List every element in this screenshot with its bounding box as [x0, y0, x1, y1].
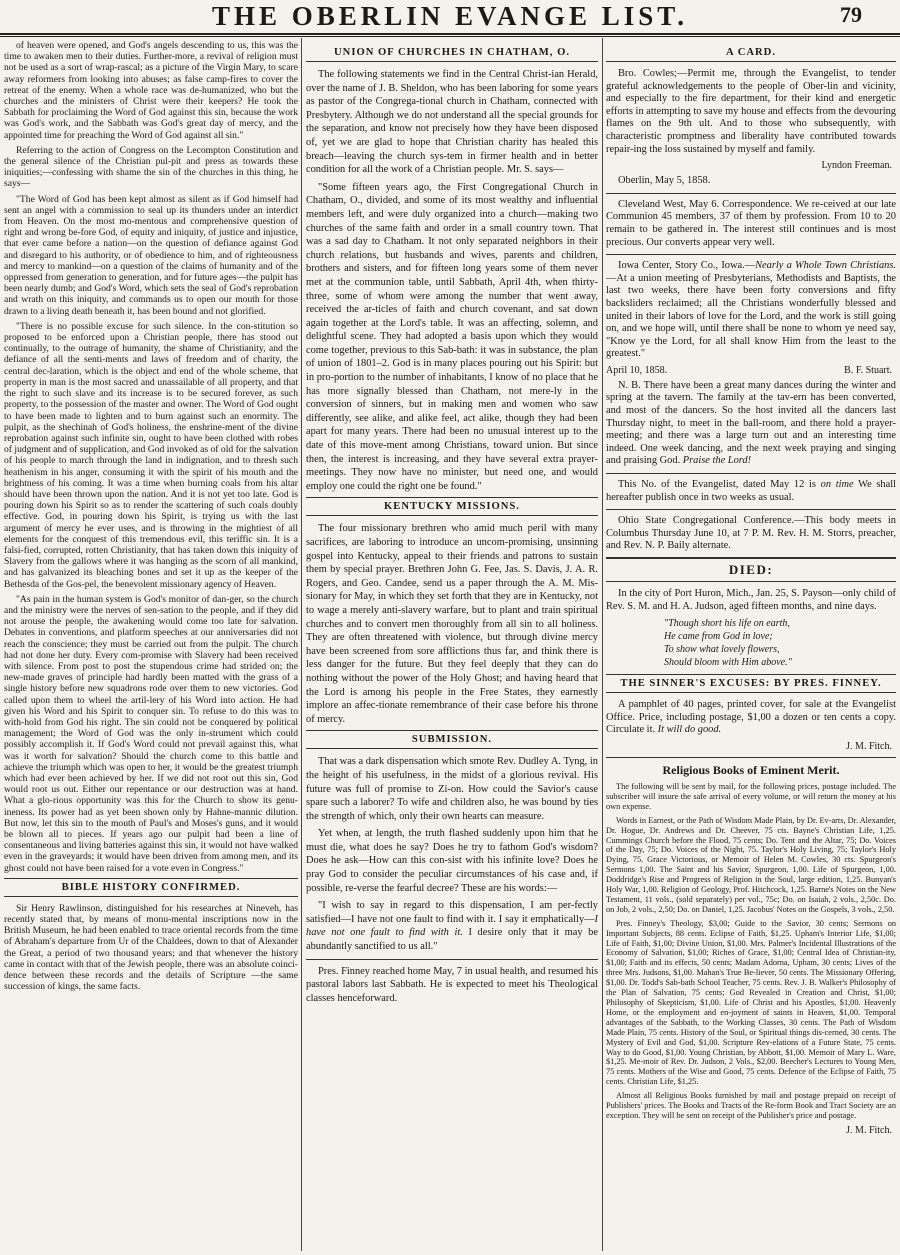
page-number: 79	[840, 2, 862, 27]
article-paragraph: Pres. Finney reached home May, 7 in usual health, and resumed his pastoral labors last Sabbath. He is expected to meet his Theological classes henceforward.	[306, 965, 598, 1004]
text-run: Iowa Center, Story Co., Iowa.—	[618, 260, 756, 272]
article-paragraph: Bro. Cowles;—Permit me, through the Evangelist, to tender grateful acknowledgements to the people of Ober-lin and vicinity, and especially to the fire department, for their kind and energetic efforts in attempting to save my house and effects from the devouring flames on the 9th ult. And to those who subsequently, with characteristic promptness and liberality have contributed towards repair-ing the loss sustained by myself and family.	[606, 68, 896, 155]
advertisement	[606, 699, 896, 737]
divider	[606, 193, 896, 194]
masthead-rule-thin	[0, 36, 900, 37]
divider	[606, 757, 896, 758]
section-heading-died: DIED:	[606, 557, 896, 582]
masthead	[0, 0, 900, 32]
section-heading-a-card: A CARD.	[606, 44, 896, 62]
religious-books-ad	[606, 763, 896, 1136]
column-divider	[602, 38, 603, 1251]
quoted-paragraph	[306, 899, 598, 953]
text-run: N. B. There have been a great many dances during the winter and spring at the tavern. The family at the tav-ern has been converted, and most of the dancers. So the host invited all the dancers last Thursday night, to meet in the ball-room, and there hold a prayer-meeting; and there was a large turn out and an interesting time indeed. One week dancing, and the next week praying and singing and praising God.	[606, 379, 896, 467]
notice	[606, 479, 896, 504]
article-paragraph: Yet when, at length, the truth flashed suddenly upon him that he must die, what does he say? Does he try to fathom God's wisdom? Does he ask—How can this con-sist with his infinite love? Does he pray God to consider the peculiar circumstances of his case and, if possible, re-verse the fearful decree? These are his words:—	[306, 828, 598, 894]
dateline: April 10, 1858.	[606, 364, 668, 376]
signature-line	[606, 365, 892, 376]
article-paragraph: "There is no possible excuse for such silence. In the con-stitution so proposed to be enforced upon a Christian people, there has stood out continually, to the outrage of humanity, the shame of Christianity, and the defiance of all the senti-ments and laws of freedom and of charity, the central dec-laration, which is the object and end of the whole scheme, that property in man is the most sacred and unassailable of all property, and that the right to such slave and its increase is to be secured forever, as such property, to the possession of the master and owner. The Word of God ought to have been made to lighten and to burn against such an enormity. The pulpit, as the shechinah of God's holiness, the enshrine-ment of the divine reprobation against such infinite sin, ought to have been clothed with robes of judgment and of supplication, and God invoked as of old for the salvation of his people to march through the land in indignation, and to thresh such heathenism in his anger, consuming it with the spirit of his mouth and the brightness of his coming. It was a time when burning coals from his altar should have been thrown upon the nation. And it is not yet too late. God is pouring down his Spirit so as to render the scattering of such coals doubly effective. God, in pouring down his Spirit, is trying us with the last argument of mercy he ever uses, and is throwing in the mightiest of all elements for the conquest of this tremendous evil, this teriffic sin. It is a falsi-fied, corrupted, rotten Christianity, that has taken down this iniquity of Slavery from the gallows where it was hanging as the scorn of all mankind, and has galvanized its bleaching bones and set it up as the keeper of the Bethesda of the Gos-pel, the benevolent missionary agency of Heaven.	[4, 320, 298, 590]
poem-line: Should bloom with Him above."	[664, 657, 792, 669]
article-paragraph: Sir Henry Rawlinson, distinguished for his researches at Nineveh, has recently stated that, by means of monu-mental inscriptions now in the British Museum, he had been enabled to trace oriental records from the time of Abraham's departure from Ur of the Chaldees, down to that of Alexander the Great, a period of two thousand years; and that whenever the history came in contact with that of the Jewish people, there was an absolute coinci-dence between these records and the details of Scripture —the same succession of kings, the same facts.	[4, 902, 298, 993]
obituary: In the city of Port Huron, Mich., Jan. 25, S. Payson—only child of Rev. S. M. and H. A. Judson, aged fifteen months, and nine days.	[606, 588, 896, 612]
divider	[606, 509, 896, 510]
quote-text: "I wish to say in regard to this dispensation, I am per-fectly satisfied—I have not one fault to find with it. I say it emphatically—	[306, 900, 598, 925]
dateline: Oberlin, May 5, 1858.	[618, 175, 711, 187]
article-paragraph: Referring to the action of Congress on the Lecompton Constitution and the general silence of the Christian pul-pit and press as towards these iniquities;—confessing with shame the sin of the churches in this thing, he says—	[4, 144, 298, 190]
text-run: This No. of the Evangelist, dated May 12 is	[618, 479, 821, 491]
section-heading-religious-books: Religious Books of Eminent Merit.	[662, 762, 840, 777]
masthead-rule	[0, 33, 900, 35]
section-heading-submission: SUBMISSION.	[306, 730, 598, 749]
article-paragraph	[606, 380, 896, 468]
signature: J. M. Fitch.	[846, 1124, 892, 1136]
emphasis: Praise the Lord!	[682, 455, 752, 467]
article-paragraph: The following statements we find in the Central Christ-ian Herald, over the name of J. B. Sheldon, who has been laboring for some years as pastor of the Congrega-tional church in Chatham, connected with Presbytery. Although we do not understand all the special grounds for the separation, and know not precisely how they have been disposed of, yet we are glad to hope that Christian charity has healed this breach—leaving the church sys-tem in firmer health and in better condition for all the work of a Christian people. Mr. S. says—	[306, 69, 598, 176]
ad-paragraph: Pres. Finney's Theology, $3,00; Guide to the Savior, 30 cents; Sermons on Important Subjects, 88 cents. Eclipse of Faith, $1,25. Upham's Interior Life, $1,00; Life of Faith, $1,00; Divine Union, $1,00. Mrs. Palmer's Incidental Illustrations of the Economy of Salvation, $1,00; Riches of Grace, $1,00; Central Idea of Christian-ity, $1,00; Faith and its effects, 50 cents; Madam Adorna, Upham, 30 cents; Lives of the three Mrs. Judsons, $1,00. Mahan's True Be-liever, 50 cents. The Missionary Offering, $1,00. Dr. Todd's Sab-bath School Teacher, 75 cents. Rev. J. B. Walker's Philosophy of the Plan of Salvation, 75 cents; God Revealed in Creation and Christ, $1,00; Philosophy of Skepticism, $1,00. Life of Christ and his Apostles, $1,00. Heavenly Home, or the employment and en-joyment of saints in Heaven, $1,00. Temporal advantages of the Sabbath, to the Working Classes, 30 cents. The Path of Wisdom Made Plain, 75 cents. History of the Soul, or Spiritual things dis-cerned, 30 cents. The Mystery of Evil and God, $1,00. Scripture Rev-elations of a Future State, 75 cents. Way to do Good, $1,00. Young Christian, by Abbott, $1,00. Memoir of Mary L. Ware, $1,25. Me-moir of Rev. Dr. Judson, 2 Vols., $2,00. Beecher's Lectures to Young Men, 75 cents. Mothers of the Wise and Good, 75 cents. Defence of the Eclipse of Faith, 75 cents. Christian Life, $1,25.	[606, 918, 896, 1087]
text-run: A pamphlet of 40 pages, printed cover, for sale at the Evangelist Office. Price, including postage, $1,00 a dozen or ten cents a copy. Circulate it.	[606, 699, 896, 736]
divider	[306, 959, 598, 960]
article-paragraph: The four missionary brethren who amid much peril with many sacrifices, are laboring to introduce an uncom-promising, unsinning gospel into Kentucky, appeal to their friends and patrons to sustain them by special prayer. Brethren John G. Fee, Jas. S. Davis, J. A. R. Rogers, and Geo. Candee, send us a paper through the A. M. Mis-sionary for May, in which they set forth that they are in Kentucky, not to wage a merely anti-slavery warfare, but to plant and train spiritual churches and to convert men thoroughly from all sin to all holiness. They are often threatened with violence, but through divine mercy have been screened from sore afflictions thus far, and think there is less danger for the future. But they feel deeply that they can do nothing without the power of the Holy Ghost; and having heard that the Lord is among his people in the Free States, they earnestly implore an affec-tionate remembrance of their case before his throne of mercy.	[306, 523, 598, 725]
poem	[664, 617, 896, 669]
article-paragraph: of heaven were opened, and God's angels descending to us, this was the time to awaken men to their duties. Further-more, a revival of religion must not be used as a sort of wrap-rascal; as a picture of the Virgin Mary, to scare away reformers from looking into abuses; as false camp-fires to cover the retreat of the enemy. When a whole race was de-humanized, who but the churches and the ministers of Christ were their keepers? He took the Sabbath for proclaiming the Word of God against this sin, because the work was God's work, and the Sabbath was God's great day of mercy, and the appointed time for preaching the Word of God against all sin."	[4, 40, 298, 141]
poem-line: "Though short his life on earth,	[664, 618, 790, 630]
article-paragraph	[606, 260, 896, 361]
quote-emphasis: I have not one fault to find with it.	[306, 913, 598, 939]
column-3	[606, 40, 896, 1250]
text-run: —At a union meeting of Presbyterians, Methodists and Baptists, the last two weeks, there have been forty conversions and fifty backsliders reclaimed; all the Christians wonderfully blessed and united in their labors of love for the Lord, and the work is still going on, and we hope will, until there shall be none to whom ye need say, "Know ye the Lord, for all shall know Him from the least to the greatest."	[606, 272, 896, 360]
emphasis: Nearly a Whole Town Christians.	[755, 260, 896, 272]
text-run: We shall hereafter publish once in two weeks as usual.	[606, 479, 896, 503]
ad-paragraph: The following will be sent by mail, for the following prices, postage included. The subscriber will insure the safe arrival of every volume, or will return the money at his own expense.	[606, 781, 896, 811]
poem-line: To show what lovely flowers,	[664, 644, 780, 656]
article-paragraph: "The Word of God has been kept almost as silent as if God himself had sent an angel with a commission to seal up its thunders under an interdict from Heaven. On the most mo-mentous and comprehensive question of right and wrong be-fore God, of equity and iniquity, of justice and injustice, that ever came before a nation—on the question of defiance against God and disregard to his authority, or of obedience to him, and of righteousness and mercy to mankind—on a question of the claims of humanity and of the oppressed from generation to generation, and for future ages—the pulpit has been nearly dumb; and God's Word, which sets the seal of God's reprobation and wrath on this iniquity, and commands us to open our mouth for those drawn to a living death beneath it, has been bound and not glorified.	[4, 193, 298, 317]
masthead-title: THE OBERLIN EVANGE LIST.	[211, 1, 689, 31]
ad-paragraph: Almost all Religious Books furnished by mail and postage prepaid on receipt of Publishers' prices. The Books and Tracts of the Re-form Book and Tract Society are an exception. They will be sent on receipt of the Publisher's price and postage.	[606, 1091, 896, 1120]
poem-line: He came from God in love;	[664, 631, 773, 643]
article-paragraph: That was a dark dispensation which smote Rev. Dudley A. Tyng, in the height of his usefulness, in the midst of a glorious revival. His future was full of promise to Zi-on. How could the Savior's cause spare such a laborer? To wife and children also, he was bound by ties the strength of which, only their own hearts can measure.	[306, 756, 598, 822]
divider	[606, 254, 896, 255]
emphasis: It will do good.	[657, 724, 722, 736]
signature: Lyndon Freeman.	[821, 160, 892, 172]
section-heading-sinners-excuses: THE SINNER'S EXCUSES: BY PRES. FINNEY.	[606, 674, 896, 693]
quote-text: I desire only that it may be abundantly sanctified to us all."	[306, 927, 598, 953]
signature: B. F. Stuart.	[844, 364, 892, 376]
notice: Ohio State Congregational Conference.—This body meets in Columbus Thursday June 10, at 7 P. M. Rev. H. M. Storrs, preacher, and Rev. N. P. Baily alternate.	[606, 515, 896, 552]
article-paragraph: Cleveland West, May 6. Correspondence. We re-ceived at our late Communion 45 members, 37 of them by profession. From 10 to 20 remain to be gathered in. The interest still continues and is most precious. Our converts appear very well.	[606, 198, 896, 248]
article-paragraph: "Some fifteen years ago, the First Congregational Church in Chatham, O., divided, and some of its most wealthy and influential members left, and were duly organized into a church—making two churches of the same faith and order in a small country town. That was a sad day to Chatham. It not only separated neighbors in their church relations, but husbands and wives, parents and children, brothers and sisters, and for fifteen long years some of them never met at the communion table, until Sabbath, April 4th, when thirty-three, some of whom were among the number that went away, received the ar-ticles of faith and church covenant, and sat down again together at the Lord's table. It was an affecting, solemn, and delightful scene. They had adopted a basis upon which they would come together, previous to this Sab-bath: it was in substance, the plan of union of 1801–2. God is in many places pouring out his Spirit: but in pro-portion to the number of inhabitants, I know of no place that he has more signally blessed than Chatham, not mere-ly in the conversion of sinners, but in making men and women who saw differently, see alike, and alike feel, act alike, though they had been apart for many years. There had been no unusual interest up to the date of this move-ment among Christians, toward union. But since then, the interest is increasing, and they have several extra prayer-meetings. They now have no minister, but need one, and would employ one could the right one be found."	[306, 181, 598, 492]
column-2	[306, 40, 598, 1250]
section-heading-bible-history: BIBLE HISTORY CONFIRMED.	[4, 878, 298, 897]
ad-paragraph: Words in Earnest, or the Path of Wisdom Made Plain, by Dr. Ev-arts, Dr. Alexander, Dr. Hogue, Dr. Andrews and Dr. Cheever, 75 cts. Bayne's Christian Life, 1,25. Cummings Church before the Flood, 75 cents; Do. Tent and the Altar, 75; Do. Voices of the Day, 75; Do. Voices of the Night, 75. Taylor's Holy Living, 75; Taylor's Holy Dying, 75. Grace Victorious, or Memoir of Helen M. Cowles, 30 cts. Spurgeon's Sermons 1,00. The Saint and his Savior, Spurgeon, 1,00. Life of Spurgeon, 1,00. Doddridge's Rise and Progress of Religion in the Soul, large edition, 1,25. Bunyan's Holy War, 1,00. Religion of Geology, Prof. Hitchcock, 1,25. Barne's Notes on the New Testament, 11 vols., (sold separately) per vol., 75c; Do. on Isaiah, 2 vols., 2,50c. Do. on Job, 2 vols., 2,50; Do. on Daniel, 1,25. Jacobus' Notes on the Gospels, 3 vols., 2,50.	[606, 815, 896, 914]
column-1	[4, 40, 298, 1250]
divider	[606, 473, 896, 474]
section-heading-kentucky-missions: KENTUCKY MISSIONS.	[306, 497, 598, 516]
signature: J. M. Fitch.	[846, 740, 892, 752]
column-divider	[301, 38, 302, 1251]
emphasis: on time	[820, 479, 854, 491]
section-heading-union-of-churches: UNION OF CHURCHES IN CHATHAM, O.	[306, 44, 598, 62]
article-paragraph: "As pain in the human system is God's monitor of dan-ger, so the church and the ministry were the nerves of sen-sation to the people, and if they did not arouse the people, the awakening would come too late for salvation. Debates in conventions, and platform speeches at our anniversaries did not reach the conscience; they must be carried out from the pulpit. The church had not done her duty. Every com-promise with Slavery had been received with silence. From post to post the stupendous crime had strided on; the new-made graves of principle had hardly been matted with the grass of a single history before new squadrons rode over them to new victories. God called upon them to wheel the artil-lery of his Word into action. He had given his Word and his Spirit to conquer sin. To refuse to do this was to with-hold from God his right. The sin could not be conquered by political management; the Word of God was the only in-strument which could possibly accomplish it. If God's Word could not prevail against this, what was it worth for salvation? Should the church come to this battle and achieve the triumph which was open to her, it would be the greatest triumph which had ever been achieved by her. If we did not root out this sin, God would root us out. Either our repentance or our destruction was at hand. What a glo-rious opportunity was this for the Church to show its genu-ineness. Its power had as yet been shown only by Hahne-mannic dilution. But now, let this sin to the mouth of Paul's and Moses's guns, and it would be blown all to pieces. If years ago our pulpit had been a line of consentaneous and living batteries against this sin, it would not have walked even in the graveyards; it would have been driven from among men, and its ghost could not have been raised for a vote even in Congress."	[4, 593, 298, 874]
